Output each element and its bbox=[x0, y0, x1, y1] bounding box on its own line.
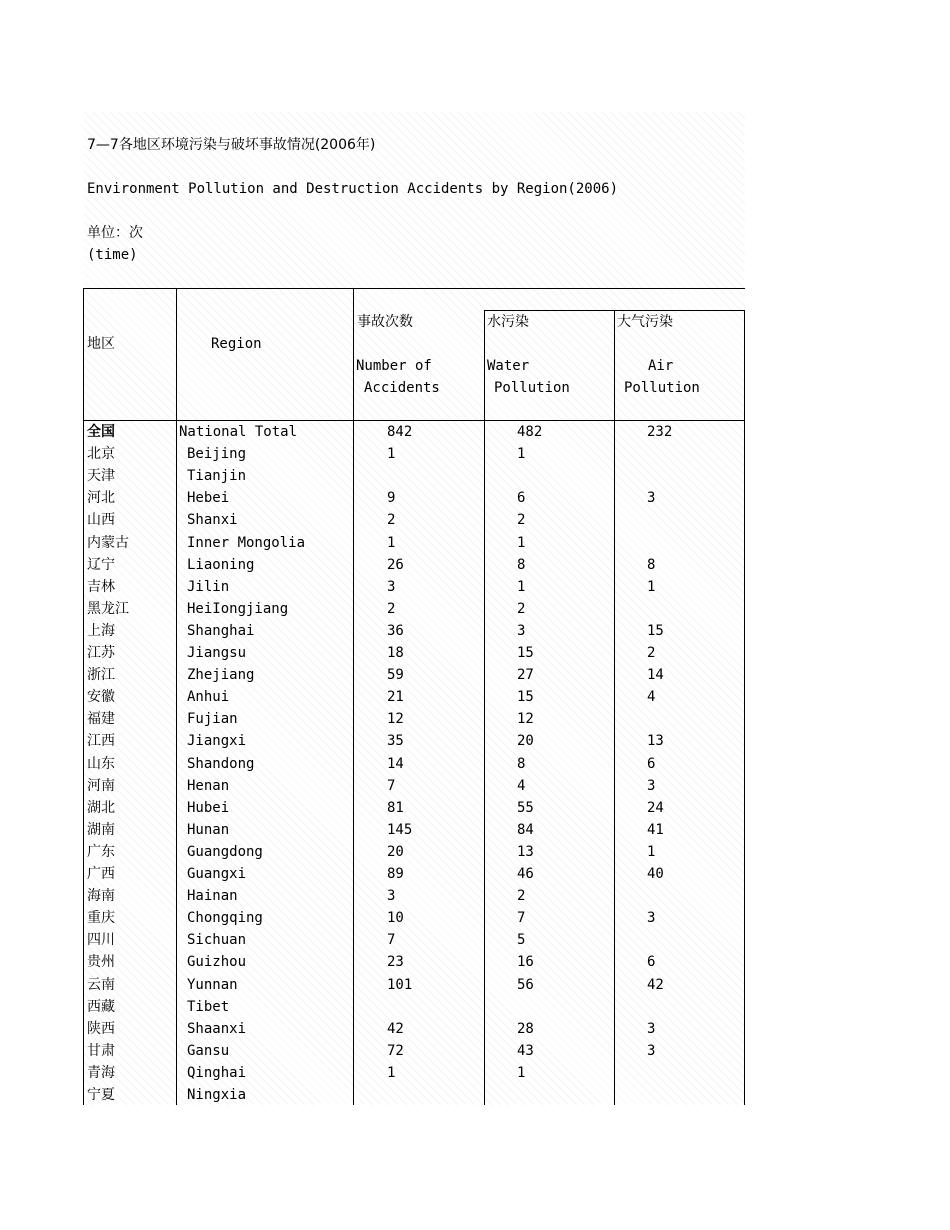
accidents-cell: 36 bbox=[387, 623, 404, 639]
accidents-cell: 18 bbox=[387, 645, 404, 661]
col-border-right bbox=[744, 310, 745, 1105]
unit-label-cn: 单位：次 bbox=[87, 225, 143, 241]
region-cn-cell: 全国 bbox=[87, 424, 115, 440]
region-cn-cell: 西藏 bbox=[87, 999, 115, 1015]
accidents-cell: 26 bbox=[387, 557, 404, 573]
water-cell: 2 bbox=[517, 888, 526, 904]
region-en-cell: Jilin bbox=[187, 579, 230, 595]
air-cell: 6 bbox=[647, 954, 656, 970]
region-en-cell: Shaanxi bbox=[187, 1021, 247, 1037]
region-en-cell: Inner Mongolia bbox=[187, 535, 306, 551]
region-cn-cell: 云南 bbox=[87, 977, 115, 993]
accidents-cell: 7 bbox=[387, 932, 396, 948]
accidents-cell: 1 bbox=[387, 1065, 396, 1081]
region-cn-cell: 甘肃 bbox=[87, 1043, 115, 1059]
region-cn-cell: 山东 bbox=[87, 756, 115, 772]
col-border-region bbox=[176, 288, 177, 1105]
region-en-cell: Ningxia bbox=[187, 1087, 247, 1103]
table-title-cn: 7—7各地区环境污染与破坏事故情况(2006年) bbox=[87, 137, 376, 153]
region-cn-cell: 河北 bbox=[87, 490, 115, 506]
region-en-cell: Qinghai bbox=[187, 1065, 247, 1081]
region-en-cell: Shanghai bbox=[187, 623, 255, 639]
water-cell: 4 bbox=[517, 778, 526, 794]
region-cn-cell: 广东 bbox=[87, 844, 115, 860]
header-accidents-cn: 事故次数 bbox=[357, 314, 413, 330]
region-en-cell: Hebei bbox=[187, 490, 230, 506]
water-cell: 3 bbox=[517, 623, 526, 639]
region-cn-cell: 江苏 bbox=[87, 645, 115, 661]
water-cell: 84 bbox=[517, 822, 534, 838]
air-cell: 1 bbox=[647, 844, 656, 860]
region-en-cell: Guangdong bbox=[187, 844, 263, 860]
region-en-cell: Anhui bbox=[187, 689, 230, 705]
region-cn-cell: 内蒙古 bbox=[87, 535, 129, 551]
air-cell: 3 bbox=[647, 1043, 656, 1059]
air-cell: 8 bbox=[647, 557, 656, 573]
air-cell: 1 bbox=[647, 579, 656, 595]
region-cn-cell: 湖南 bbox=[87, 822, 115, 838]
region-en-cell: Shanxi bbox=[187, 512, 238, 528]
region-cn-cell: 辽宁 bbox=[87, 557, 115, 573]
region-cn-cell: 湖北 bbox=[87, 800, 115, 816]
water-cell: 56 bbox=[517, 977, 534, 993]
header-region-en: Region bbox=[211, 336, 262, 352]
accidents-cell: 3 bbox=[387, 888, 396, 904]
water-cell: 2 bbox=[517, 601, 526, 617]
air-cell: 4 bbox=[647, 689, 656, 705]
water-cell: 2 bbox=[517, 512, 526, 528]
col-border-accidents bbox=[353, 288, 354, 1105]
region-cn-cell: 青海 bbox=[87, 1065, 115, 1081]
region-cn-cell: 安徽 bbox=[87, 689, 115, 705]
region-cn-cell: 黑龙江 bbox=[87, 601, 129, 617]
table-top-border bbox=[83, 288, 745, 289]
region-en-cell: Gansu bbox=[187, 1043, 230, 1059]
water-cell: 1 bbox=[517, 579, 526, 595]
water-cell: 27 bbox=[517, 667, 534, 683]
air-cell: 41 bbox=[647, 822, 664, 838]
air-cell: 14 bbox=[647, 667, 664, 683]
region-cn-cell: 吉林 bbox=[87, 579, 115, 595]
col-border-left bbox=[83, 288, 84, 1105]
region-en-cell: HeiIongjiang bbox=[187, 601, 289, 617]
air-cell: 6 bbox=[647, 756, 656, 772]
header-air-en-2: Pollution bbox=[624, 380, 700, 396]
unit-label-en: (time) bbox=[87, 247, 138, 263]
water-cell: 6 bbox=[517, 490, 526, 506]
water-cell: 20 bbox=[517, 733, 534, 749]
air-cell: 15 bbox=[647, 623, 664, 639]
water-cell: 46 bbox=[517, 866, 534, 882]
region-cn-cell: 北京 bbox=[87, 446, 115, 462]
accidents-cell: 842 bbox=[387, 424, 413, 440]
accidents-cell: 12 bbox=[387, 711, 404, 727]
region-cn-cell: 福建 bbox=[87, 711, 115, 727]
region-en-cell: Yunnan bbox=[187, 977, 238, 993]
region-cn-cell: 江西 bbox=[87, 733, 115, 749]
accidents-cell: 7 bbox=[387, 778, 396, 794]
region-cn-cell: 陕西 bbox=[87, 1021, 115, 1037]
accidents-cell: 3 bbox=[387, 579, 396, 595]
spreadsheet-area bbox=[84, 112, 745, 1105]
accidents-cell: 10 bbox=[387, 910, 404, 926]
water-cell: 7 bbox=[517, 910, 526, 926]
accidents-cell: 23 bbox=[387, 954, 404, 970]
accidents-cell: 21 bbox=[387, 689, 404, 705]
accidents-cell: 1 bbox=[387, 446, 396, 462]
col-border-air bbox=[614, 310, 615, 1105]
region-cn-cell: 广西 bbox=[87, 866, 115, 882]
region-en-cell: Guangxi bbox=[187, 866, 247, 882]
region-cn-cell: 上海 bbox=[87, 623, 115, 639]
region-en-cell: Beijing bbox=[187, 446, 247, 462]
region-en-cell: Jiangsu bbox=[187, 645, 247, 661]
accidents-cell: 145 bbox=[387, 822, 413, 838]
region-en-cell: Zhejiang bbox=[187, 667, 255, 683]
region-en-cell: Guizhou bbox=[187, 954, 247, 970]
header-water-en-2: Pollution bbox=[494, 380, 570, 396]
air-cell: 24 bbox=[647, 800, 664, 816]
region-en-cell: Henan bbox=[187, 778, 230, 794]
region-cn-cell: 四川 bbox=[87, 932, 115, 948]
region-en-cell: Sichuan bbox=[187, 932, 247, 948]
air-cell: 3 bbox=[647, 1021, 656, 1037]
water-cell: 1 bbox=[517, 446, 526, 462]
header-water-en-1: Water bbox=[487, 358, 530, 374]
water-cell: 43 bbox=[517, 1043, 534, 1059]
region-cn-cell: 贵州 bbox=[87, 954, 115, 970]
region-en-cell: National Total bbox=[179, 424, 298, 440]
air-cell: 3 bbox=[647, 910, 656, 926]
region-cn-cell: 宁夏 bbox=[87, 1087, 115, 1103]
region-en-cell: Tibet bbox=[187, 999, 230, 1015]
accidents-cell: 2 bbox=[387, 512, 396, 528]
air-cell: 42 bbox=[647, 977, 664, 993]
accidents-cell: 20 bbox=[387, 844, 404, 860]
air-cell: 2 bbox=[647, 645, 656, 661]
col-border-water bbox=[484, 310, 485, 1105]
region-en-cell: Tianjin bbox=[187, 468, 247, 484]
region-cn-cell: 浙江 bbox=[87, 667, 115, 683]
region-en-cell: Liaoning bbox=[187, 557, 255, 573]
region-cn-cell: 天津 bbox=[87, 468, 115, 484]
water-cell: 15 bbox=[517, 689, 534, 705]
header-region-cn: 地区 bbox=[87, 336, 115, 352]
accidents-cell: 1 bbox=[387, 535, 396, 551]
water-cell: 13 bbox=[517, 844, 534, 860]
region-cn-cell: 河南 bbox=[87, 778, 115, 794]
water-cell: 8 bbox=[517, 557, 526, 573]
accidents-cell: 72 bbox=[387, 1043, 404, 1059]
accidents-cell: 89 bbox=[387, 866, 404, 882]
region-en-cell: Hunan bbox=[187, 822, 230, 838]
header-accidents-en-2: Accidents bbox=[364, 380, 440, 396]
header-air-cn: 大气污染 bbox=[617, 314, 673, 330]
air-cell: 3 bbox=[647, 490, 656, 506]
water-cell: 16 bbox=[517, 954, 534, 970]
accidents-cell: 2 bbox=[387, 601, 396, 617]
water-cell: 1 bbox=[517, 535, 526, 551]
header-water-cn: 水污染 bbox=[487, 314, 529, 330]
header-air-en-1: Air bbox=[648, 358, 674, 374]
region-en-cell: Hainan bbox=[187, 888, 238, 904]
region-cn-cell: 重庆 bbox=[87, 910, 115, 926]
region-en-cell: Fujian bbox=[187, 711, 238, 727]
region-en-cell: Chongqing bbox=[187, 910, 263, 926]
air-cell: 232 bbox=[647, 424, 673, 440]
water-cell: 15 bbox=[517, 645, 534, 661]
header-bottom-border bbox=[83, 420, 745, 421]
table-title-en: Environment Pollution and Destruction Accidents by Region(2006) bbox=[87, 181, 619, 197]
accidents-cell: 81 bbox=[387, 800, 404, 816]
region-en-cell: Hubei bbox=[187, 800, 230, 816]
accidents-cell: 42 bbox=[387, 1021, 404, 1037]
air-cell: 40 bbox=[647, 866, 664, 882]
air-cell: 13 bbox=[647, 733, 664, 749]
accidents-cell: 14 bbox=[387, 756, 404, 772]
accidents-cell: 101 bbox=[387, 977, 413, 993]
accidents-cell: 9 bbox=[387, 490, 396, 506]
region-en-cell: Jiangxi bbox=[187, 733, 247, 749]
air-cell: 3 bbox=[647, 778, 656, 794]
region-cn-cell: 海南 bbox=[87, 888, 115, 904]
accidents-cell: 35 bbox=[387, 733, 404, 749]
water-cell: 12 bbox=[517, 711, 534, 727]
water-cell: 55 bbox=[517, 800, 534, 816]
water-cell: 8 bbox=[517, 756, 526, 772]
region-en-cell: Shandong bbox=[187, 756, 255, 772]
region-cn-cell: 山西 bbox=[87, 512, 115, 528]
water-cell: 482 bbox=[517, 424, 543, 440]
water-cell: 28 bbox=[517, 1021, 534, 1037]
accidents-cell: 59 bbox=[387, 667, 404, 683]
water-cell: 1 bbox=[517, 1065, 526, 1081]
header-accidents-en-1: Number of bbox=[356, 358, 432, 374]
water-cell: 5 bbox=[517, 932, 526, 948]
